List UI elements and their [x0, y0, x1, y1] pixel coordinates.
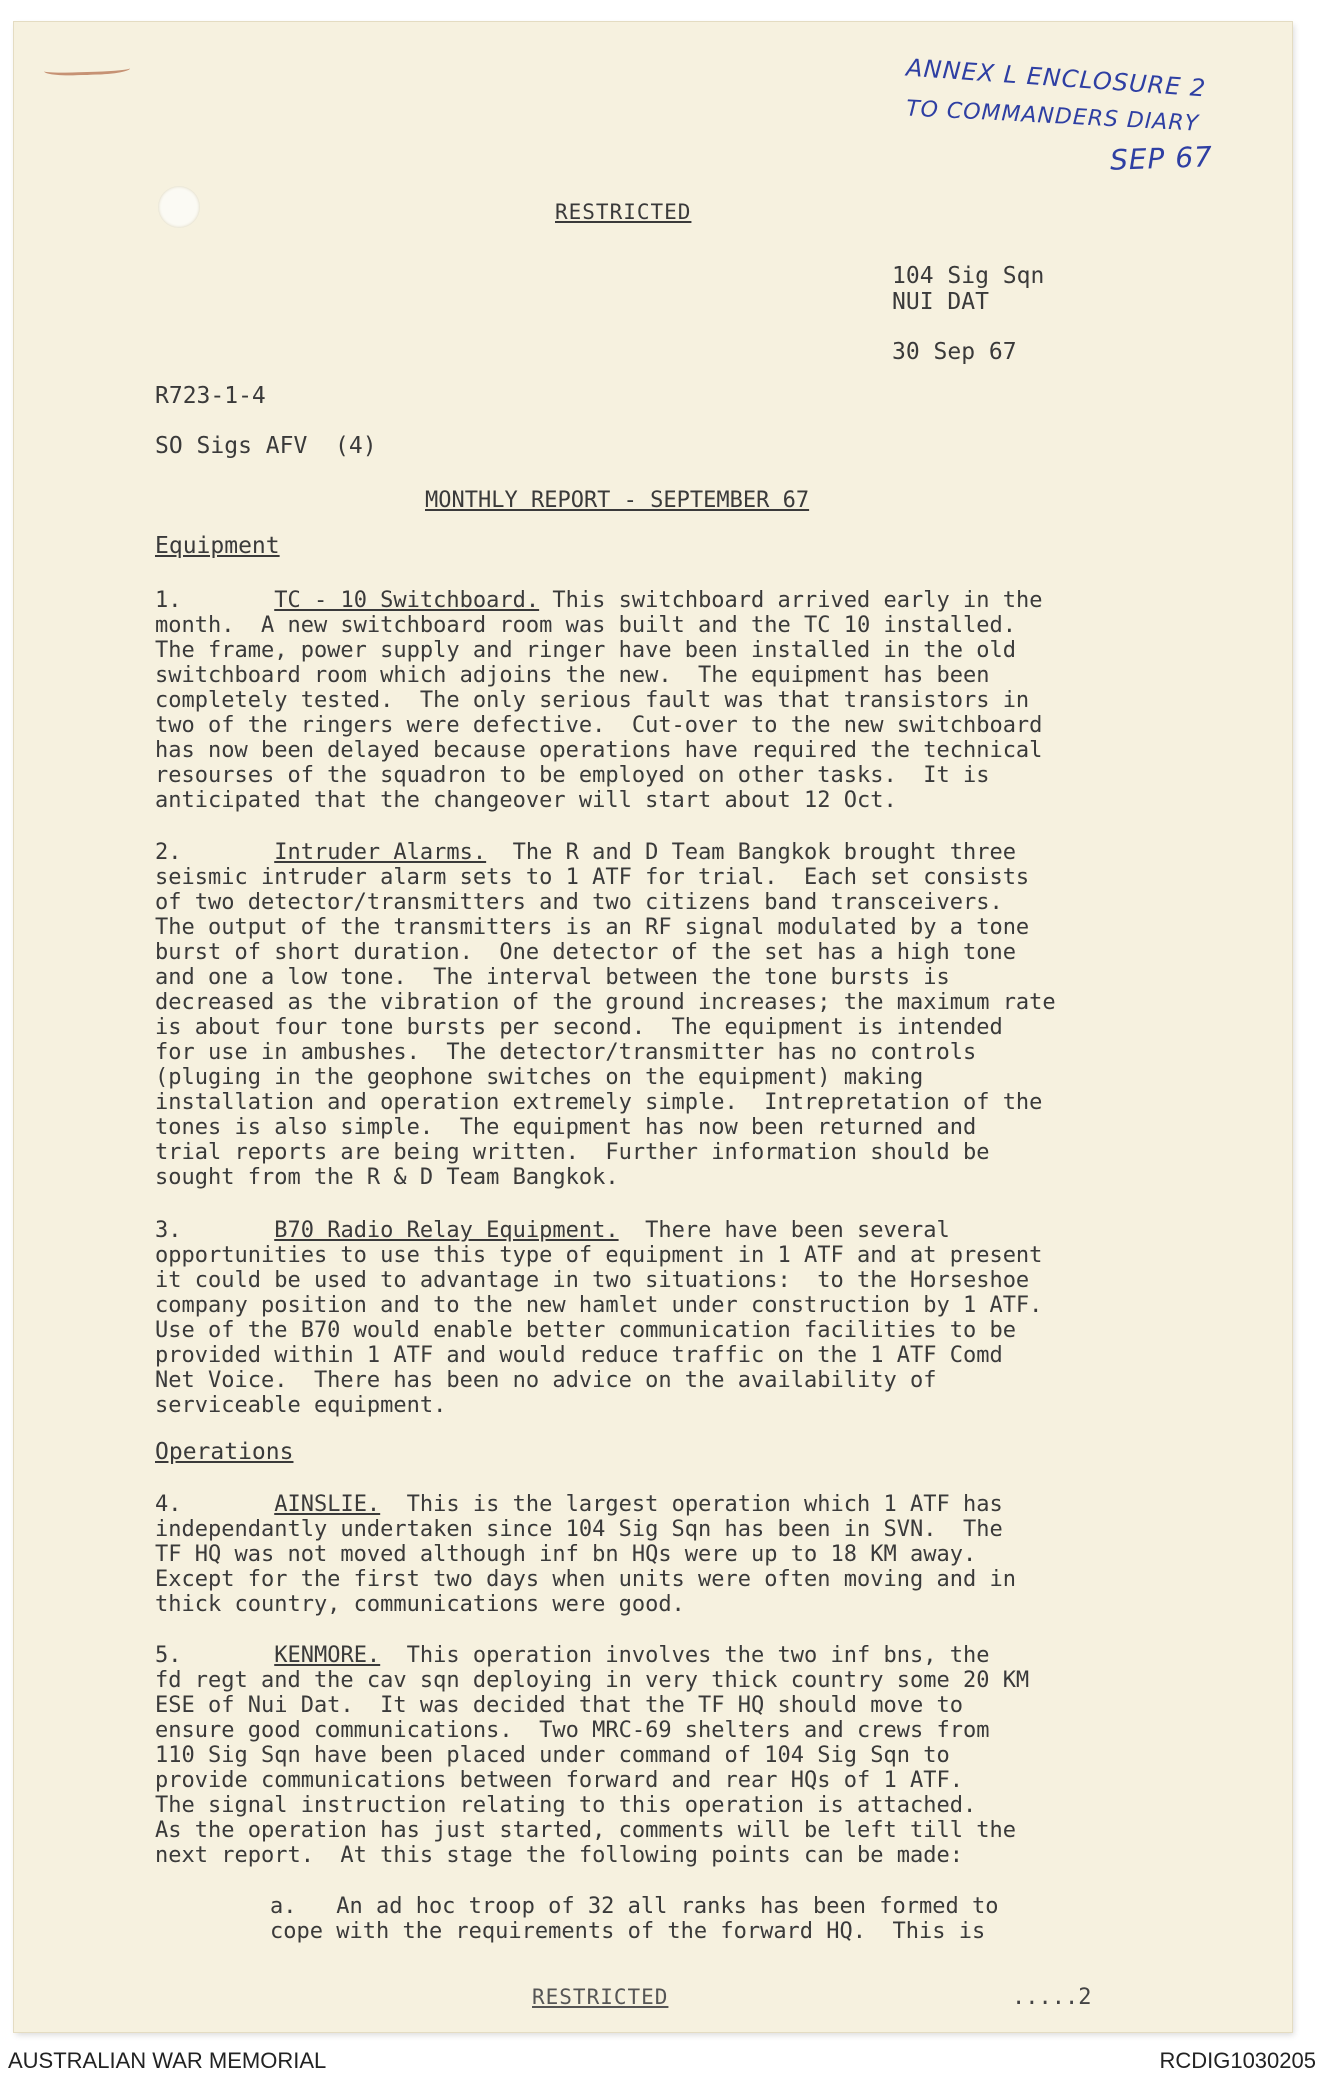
- classification-top: RESTRICTED: [555, 200, 692, 224]
- paragraph-2-text: The R and D Team Bangkok brought three seismic intruder alarm sets to 1 ATF for trial. Each set consists of two detector/transmitters and two citizens band transceivers. The output of the transmitters is an RF signal modulated by a tone burst of short duration. One detector of the set has a high tone and one a low tone. The interval between the tone bursts is decreased as the vibration of the ground increases; the maximum rate is about four tone bursts per second. The equipment is intended for use in ambushes. The detector/transmitter has no controls (pluging in the geophone switches on the equipment) making installation and operation extremely simple. Intrepretation of the tones is also simple. The equipment has now been returned and trial reports are being written. Further information should be sought from the R & D Team Bangkok.: [155, 840, 1056, 1190]
- report-date: 30 Sep 67: [892, 339, 1017, 365]
- section-operations-heading: Operations: [155, 1439, 294, 1465]
- paragraph-5-heading: KENMORE.: [274, 1643, 381, 1668]
- paragraph-5-text: This operation involves the two inf bns, the fd regt and the cav sqn deploying in very thick country some 20 KM ESE of Nui Dat. It was decided that the TF HQ should move to ensure good communications. Two MRC-69 shelters and crews from 110 Sig Sqn have been placed under command of 104 Sig Sqn to provide communications between forward and rear HQs of 1 ATF. The signal instruction relating to this operation is attached. As the operation has just started, comments will be left till the next report. At this stage the following points can be made:: [155, 1643, 1030, 1868]
- paragraph-5a: a. An ad hoc troop of 32 all ranks has been formed to cope with the requirements of the forward HQ. This is: [270, 1894, 999, 1944]
- paragraph-2: [155, 840, 1175, 1190]
- punch-hole: [158, 186, 200, 228]
- addressee: SO Sigs AFV (4): [155, 433, 377, 459]
- handwritten-diary-note: TO COMMANDERS DIARY: [905, 96, 1200, 137]
- paragraph-4: [155, 1492, 1175, 1617]
- file-reference: R723-1-4: [155, 383, 266, 409]
- paragraph-1-text: This switchboard arrived early in the month. A new switchboard room was built and the TC 10 installed. The frame, power supply and ringer have been installed in the old switchboard room which adjoins the new. The equipment has been completely tested. The only serious fault was that transistors in two of the ringers were defective. Cut-over to the new switchboard has now been delayed because operations have required the technical resourses of the squadron to be employed on other tasks. It is anticipated that the changeover will start about 12 Oct.: [155, 588, 1043, 813]
- paragraph-3: [155, 1218, 1175, 1418]
- paragraph-1: [155, 588, 1175, 813]
- paragraph-3-text: There have been several opportunities to use this type of equipment in 1 ATF and at present it could be used to advantage in two situations: to the Horseshoe company position and to the new hamlet under construction by 1 ATF. Use of the B70 would enable better communication facilities to be provided within 1 ATF and would reduce traffic on the 1 ATF Comd Net Voice. There has been no advice on the availability of serviceable equipment.: [155, 1218, 1043, 1418]
- unit-location: NUI DAT: [892, 289, 989, 315]
- paragraph-3-number: 3.: [155, 1218, 182, 1243]
- handwritten-annex-note: ANNEX L ENCLOSURE 2: [905, 53, 1208, 103]
- paragraph-3-heading: B70 Radio Relay Equipment.: [274, 1218, 619, 1243]
- paragraph-4-text: This is the largest operation which 1 ATF has independantly undertaken since 104 Sig Sqn has been in SVN. The TF HQ was not moved although inf bn HQs were up to 18 KM away. Except for the first two days when units were often moving and in thick country, communications were good.: [155, 1492, 1016, 1617]
- paragraph-2-number: 2.: [155, 840, 182, 865]
- continuation-marker: .....2: [1012, 1985, 1092, 2010]
- classification-bottom: RESTRICTED: [532, 1985, 669, 2009]
- paragraph-5: [155, 1643, 1175, 1868]
- paragraph-5-number: 5.: [155, 1643, 182, 1668]
- section-equipment-heading: Equipment: [155, 533, 280, 559]
- footer-record-id: RCDIG1030205: [1159, 2048, 1316, 2073]
- handwritten-date-note: SEP 67: [1109, 140, 1214, 177]
- paragraph-4-heading: AINSLIE.: [274, 1492, 381, 1517]
- report-title: MONTHLY REPORT - SEPTEMBER 67: [425, 488, 810, 513]
- paragraph-2-heading: Intruder Alarms.: [274, 840, 487, 865]
- unit-name: 104 Sig Sqn: [892, 263, 1045, 289]
- paragraph-1-number: 1.: [155, 588, 182, 613]
- paragraph-4-number: 4.: [155, 1492, 182, 1517]
- footer-source: AUSTRALIAN WAR MEMORIAL: [8, 2048, 327, 2073]
- paragraph-1-heading: TC - 10 Switchboard.: [274, 588, 540, 613]
